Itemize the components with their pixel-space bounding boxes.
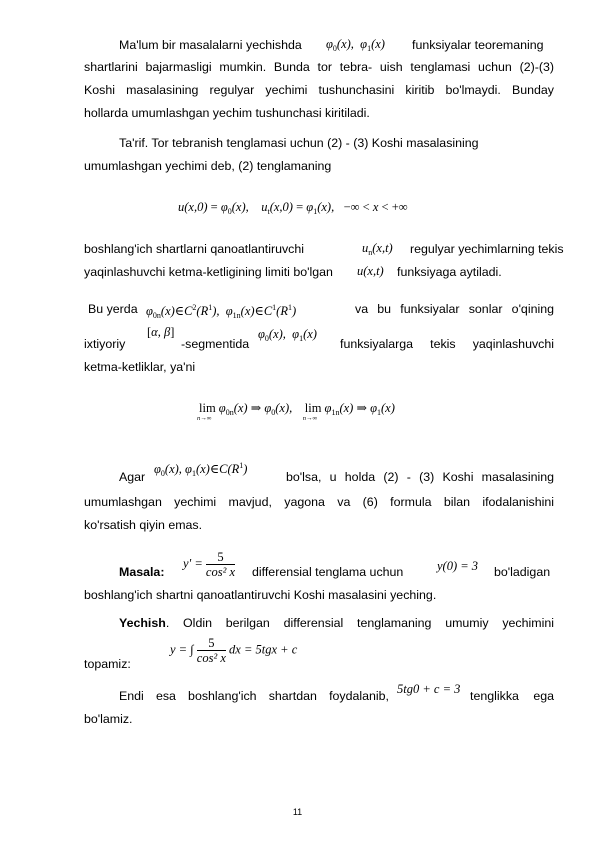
- masala-equation: y' = $\frac{5}{\text{cos² x}}$: [183, 550, 236, 579]
- p5-line2: umumlashgan yechimi mavjud, yagona va (6) formula bilan ifodalanishini: [84, 495, 554, 509]
- p4-line1-end: va bu funksiyalar sonlar o'qining: [355, 302, 554, 316]
- p3-formula-u: u(x,t): [357, 264, 384, 278]
- p5-line1-end: bo'lsa, u holda (2) - (3) Koshi masalasining: [286, 470, 554, 484]
- p3-line1-end: regulyar yechimlarning tekis: [410, 242, 564, 256]
- p2-line2: umumlashgan yechimi deb, (2) tenglamaning: [84, 159, 332, 173]
- p4-formula-segment: [α, β]: [147, 325, 175, 339]
- p4-line2-segment-word: -segmentida: [181, 337, 250, 351]
- p3-formula-un: $u_n(x,t)$: [362, 241, 393, 257]
- masala-text-b: bo'ladigan: [494, 565, 551, 579]
- p5-line1-start: Agar: [119, 470, 146, 484]
- p5-line3: ko'rsatish qiyin emas.: [84, 518, 203, 532]
- p4-line1-start: Bu yerda: [88, 302, 138, 316]
- p4-line3: ketma-ketliklar, ya'ni: [84, 360, 196, 374]
- p3-line2-end: funksiyaga aytiladi.: [397, 265, 502, 279]
- equation-initial-conditions: $u(x,0) = \varphi_0(x)$, $u_t(x,0) = \varphi_1(x)$, −∞ < x < +∞: [178, 200, 408, 216]
- p5-formula-class: $\varphi_0(x)$, $\varphi_1(x)\in C(R^1)$: [154, 461, 248, 478]
- p1-line1-end: funksiyalar teoremaning: [412, 38, 544, 52]
- yechish-integral: y = ∫ $\frac{5}{\text{cos² x}}$ dx = 5tgx + c: [170, 636, 298, 665]
- p8-line1-end: tenglikka ega: [470, 689, 554, 703]
- yechish-label: Yechish: [119, 616, 166, 630]
- masala-initial-condition: y(0) = 3: [437, 559, 479, 573]
- p3-line2-start: yaqinlashuvchi ketma-ketligining limiti bo'lgan: [84, 265, 333, 279]
- p4-line2-end: funksiyalarga tekis yaqinlashuvchi: [340, 337, 554, 351]
- p8-line2: bo'lamiz.: [84, 712, 133, 726]
- yechish-line2: topamiz:: [84, 657, 131, 671]
- p8-formula: 5tg0 + c = 3: [397, 682, 461, 696]
- p2-line1: Ta'rif. Tor tebranish tenglamasi uchun (2) - (3) Koshi masalasining: [119, 136, 479, 150]
- p3-line1-start: boshlang'ich shartlarni qanoatlantiruvchi: [84, 242, 305, 256]
- p8-line1-start: Endi esa boshlang'ich shartdan foydalanib,: [119, 689, 389, 703]
- p1-line4: hollarda umumlashgan yechim tushunchasi kiritiladi.: [84, 106, 370, 120]
- p4-formula-classes: $\varphi_{0n}(x)\in C^2(R^1)$, $\varphi_{1n}(x)\in C^1(R^1)$: [146, 303, 297, 320]
- p1-line3: Koshi masalasining regulyar yechimi tushunchasini kiritib bo'lmaydi. Bunday: [84, 83, 554, 97]
- p4-formula-phi: $\varphi_0(x)$, $\varphi_1(x)$: [258, 327, 317, 343]
- equation-uniform-limit: lim n→∞ $\varphi_{0n}(x)$ ⇒ $\varphi_0(x)$, lim n→∞ $\varphi_{1n}(x)$ ⇒ $\varphi_1(x)$: [197, 401, 395, 422]
- p4-line2-start: ixtiyoriy: [84, 337, 126, 351]
- p1-formula-phi: $\varphi_0(x)$, $\varphi_1(x)$: [326, 37, 385, 53]
- p1-line1-start: Ma'lum bir masalalarni yechishda: [119, 38, 302, 52]
- masala-line2: boshlang'ich shartni qanoatlantiruvchi Koshi masalasini yeching.: [84, 588, 437, 602]
- masala-label: Masala:: [119, 565, 165, 579]
- p1-line2: shartlarini bajarmasligi mumkin. Bunda tor tebra- uish tenglamasi uchun (2)-(3): [84, 60, 554, 74]
- page-number: 11: [292, 807, 303, 817]
- masala-text-a: differensial tenglama uchun: [252, 565, 404, 579]
- yechish-line1: Yechish . Oldin berilgan differensial tenglamaning umumiy yechimini: [119, 612, 554, 634]
